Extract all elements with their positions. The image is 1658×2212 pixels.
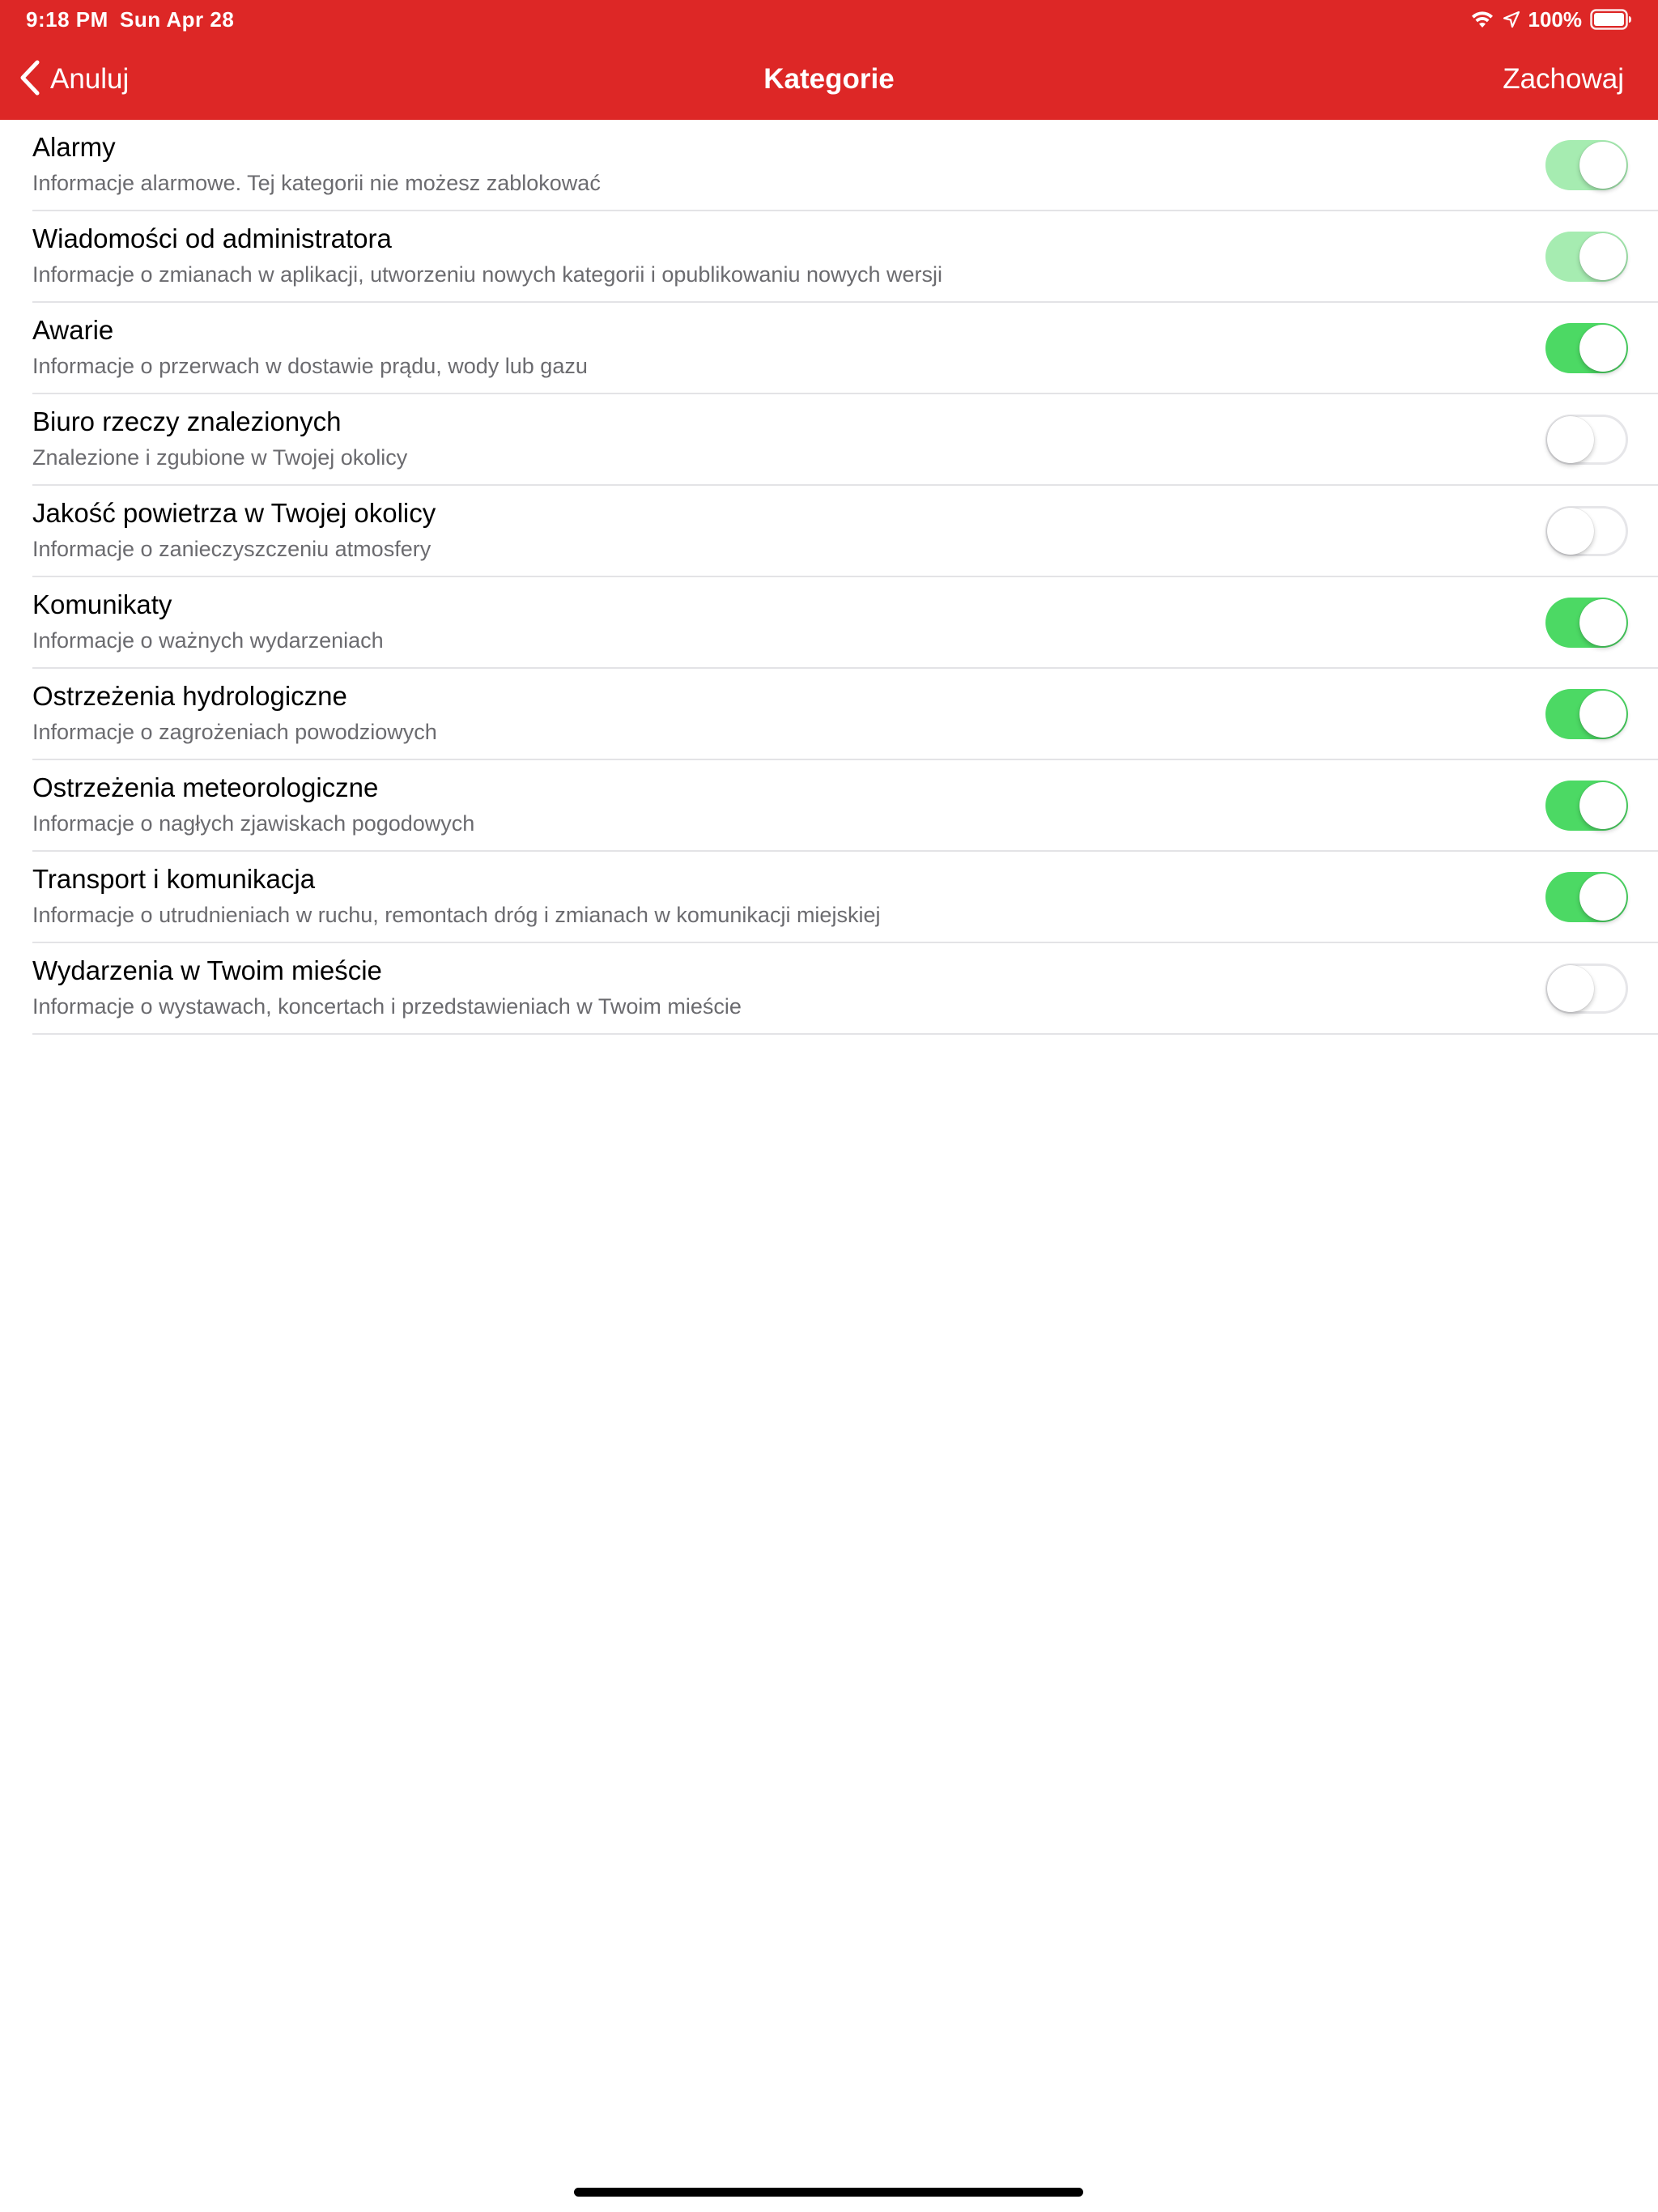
list-item xyxy=(32,486,1658,577)
back-button-label: Anuluj xyxy=(50,63,130,95)
toggle-knob xyxy=(1579,233,1626,280)
category-description: Informacje o przerwach w dostawie prądu, wody lub gazu xyxy=(32,354,588,378)
back-button[interactable] xyxy=(19,53,129,105)
wifi-icon xyxy=(1470,10,1494,29)
category-title: Wydarzenia w Twoim mieście xyxy=(32,955,382,985)
list-item xyxy=(32,943,1658,1035)
toggle-knob xyxy=(1579,691,1626,738)
category-title: Ostrzeżenia meteorologiczne xyxy=(32,772,379,802)
category-toggle[interactable] xyxy=(1545,963,1628,1014)
list-item xyxy=(32,669,1658,760)
category-toggle[interactable] xyxy=(1545,506,1628,556)
category-description: Informacje o utrudnieniach w ruchu, remontach dróg i zmianach w komunikacji miejskiej xyxy=(32,903,881,927)
category-title: Biuro rzeczy znalezionych xyxy=(32,406,342,436)
category-title: Awarie xyxy=(32,315,114,345)
toggle-knob xyxy=(1547,416,1594,463)
battery-icon xyxy=(1590,9,1632,30)
battery-percentage: 100% xyxy=(1528,7,1582,32)
status-indicators xyxy=(1470,6,1633,33)
page-title: Kategorie xyxy=(763,63,895,95)
list-item xyxy=(32,211,1658,303)
chevron-left-icon xyxy=(19,60,40,100)
list-item xyxy=(32,120,1658,211)
category-toggle[interactable] xyxy=(1545,323,1628,373)
category-toggle xyxy=(1545,140,1628,190)
category-list xyxy=(0,120,1658,1035)
list-item xyxy=(32,577,1658,669)
category-description: Znalezione i zgubione w Twojej okolicy xyxy=(32,445,408,470)
toggle-knob xyxy=(1579,782,1626,829)
category-title: Komunikaty xyxy=(32,589,172,619)
toggle-knob xyxy=(1579,142,1626,189)
toggle-knob xyxy=(1547,965,1594,1012)
toggle-knob xyxy=(1579,325,1626,372)
navigation-bar xyxy=(0,0,1658,120)
toggle-knob xyxy=(1579,874,1626,921)
category-title: Wiadomości od administratora xyxy=(32,223,392,253)
list-item xyxy=(32,852,1658,943)
category-toggle xyxy=(1545,232,1628,282)
save-button[interactable]: Zachowaj xyxy=(1503,63,1624,95)
category-description: Informacje o wystawach, koncertach i przedstawieniach w Twoim mieście xyxy=(32,994,742,1019)
status-date: Sun Apr 28 xyxy=(120,7,235,32)
category-toggle[interactable] xyxy=(1545,415,1628,465)
category-description: Informacje o zmianach w aplikacji, utworzeniu nowych kategorii i opublikowaniu nowych wersji xyxy=(32,262,943,287)
list-item xyxy=(32,760,1658,852)
category-toggle[interactable] xyxy=(1545,689,1628,739)
list-item xyxy=(32,394,1658,486)
category-description: Informacje o ważnych wydarzeniach xyxy=(32,628,384,653)
status-time: 9:18 PM xyxy=(26,7,108,32)
toggle-knob xyxy=(1579,599,1626,646)
category-title: Alarmy xyxy=(32,132,116,162)
category-title: Jakość powietrza w Twojej okolicy xyxy=(32,498,436,528)
location-arrow-icon xyxy=(1503,11,1520,28)
home-indicator[interactable] xyxy=(574,2188,1083,2197)
category-toggle[interactable] xyxy=(1545,598,1628,648)
category-title: Transport i komunikacja xyxy=(32,864,316,894)
category-description: Informacje o nagłych zjawiskach pogodowych xyxy=(32,811,475,836)
category-title: Ostrzeżenia hydrologiczne xyxy=(32,681,347,711)
category-toggle[interactable] xyxy=(1545,872,1628,922)
category-description: Informacje o zagrożeniach powodziowych xyxy=(32,720,437,744)
category-toggle[interactable] xyxy=(1545,781,1628,831)
category-description: Informacje alarmowe. Tej kategorii nie możesz zablokować xyxy=(32,171,601,195)
toggle-knob xyxy=(1547,508,1594,555)
list-item xyxy=(32,303,1658,394)
category-description: Informacje o zanieczyszczeniu atmosfery xyxy=(32,537,432,561)
